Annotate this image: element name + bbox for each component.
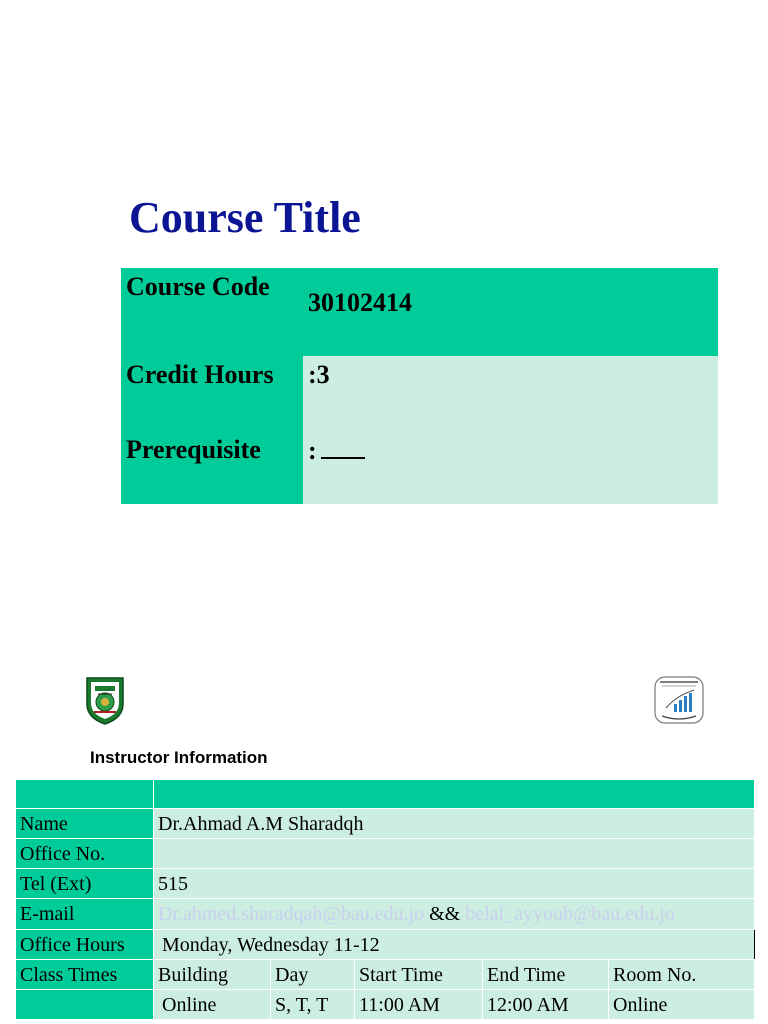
email-cell xyxy=(154,899,755,930)
office-value xyxy=(154,839,755,869)
class-times-row xyxy=(16,990,755,1020)
credit-hours-row xyxy=(121,356,718,429)
tel-value: 515 xyxy=(154,869,755,899)
course-info-table xyxy=(121,268,718,504)
office-row xyxy=(16,839,755,869)
class-building-value: Online xyxy=(154,990,271,1020)
prerequisite-cell xyxy=(303,429,718,504)
header-cell-left xyxy=(16,780,154,809)
name-label: Name xyxy=(16,809,154,839)
course-code-value: 30102414 xyxy=(303,268,718,356)
course-code-row xyxy=(121,268,718,356)
office-hours-label: Office Hours xyxy=(16,930,154,960)
office-hours-row xyxy=(16,930,755,960)
email-link-primary[interactable]: Dr.ahmed.sharadqah@bau.edu.jo xyxy=(158,903,425,925)
class-room-value: Online xyxy=(609,990,755,1020)
class-row-blank xyxy=(16,990,154,1020)
credit-hours-value: :3 xyxy=(303,356,718,429)
email-row xyxy=(16,899,755,930)
prerequisite-label: Prerequisite xyxy=(121,429,303,504)
course-code-label: Course Code xyxy=(121,268,303,356)
prerequisite-value: : xyxy=(308,436,317,465)
class-header-start-time: Start Time xyxy=(355,960,483,990)
email-separator: && xyxy=(429,903,461,925)
class-end-value: 12:00 AM xyxy=(483,990,609,1020)
office-hours-value: Monday, Wednesday 11-12 xyxy=(154,930,755,960)
class-header-building: Building xyxy=(154,960,271,990)
prerequisite-blank-line xyxy=(321,435,365,459)
credit-hours-label: Credit Hours xyxy=(121,356,303,429)
department-logo-icon xyxy=(654,676,704,724)
tel-label: Tel (Ext) xyxy=(16,869,154,899)
email-label: E-mail xyxy=(16,899,154,930)
class-header-end-time: End Time xyxy=(483,960,609,990)
class-header-day: Day xyxy=(271,960,355,990)
university-crest-icon xyxy=(84,674,126,726)
class-day-value: S, T, T xyxy=(271,990,355,1020)
course-title: Course Title xyxy=(129,193,361,242)
name-row xyxy=(16,809,755,839)
email-link-secondary[interactable]: belal_ayyoub@bau.edu.jo xyxy=(465,903,675,925)
instructor-info-table xyxy=(15,779,755,1020)
header-cell-right xyxy=(154,780,755,809)
class-start-value: 11:00 AM xyxy=(355,990,483,1020)
instructor-header-row xyxy=(16,780,755,809)
tel-row xyxy=(16,869,755,899)
class-header-room: Room No. xyxy=(609,960,755,990)
instructor-info-heading: Instructor Information xyxy=(90,748,268,767)
class-times-label: Class Times xyxy=(16,960,154,990)
prerequisite-row xyxy=(121,429,718,504)
name-value: Dr.Ahmad A.M Sharadqh xyxy=(154,809,755,839)
office-label: Office No. xyxy=(16,839,154,869)
class-times-header-row xyxy=(16,960,755,990)
